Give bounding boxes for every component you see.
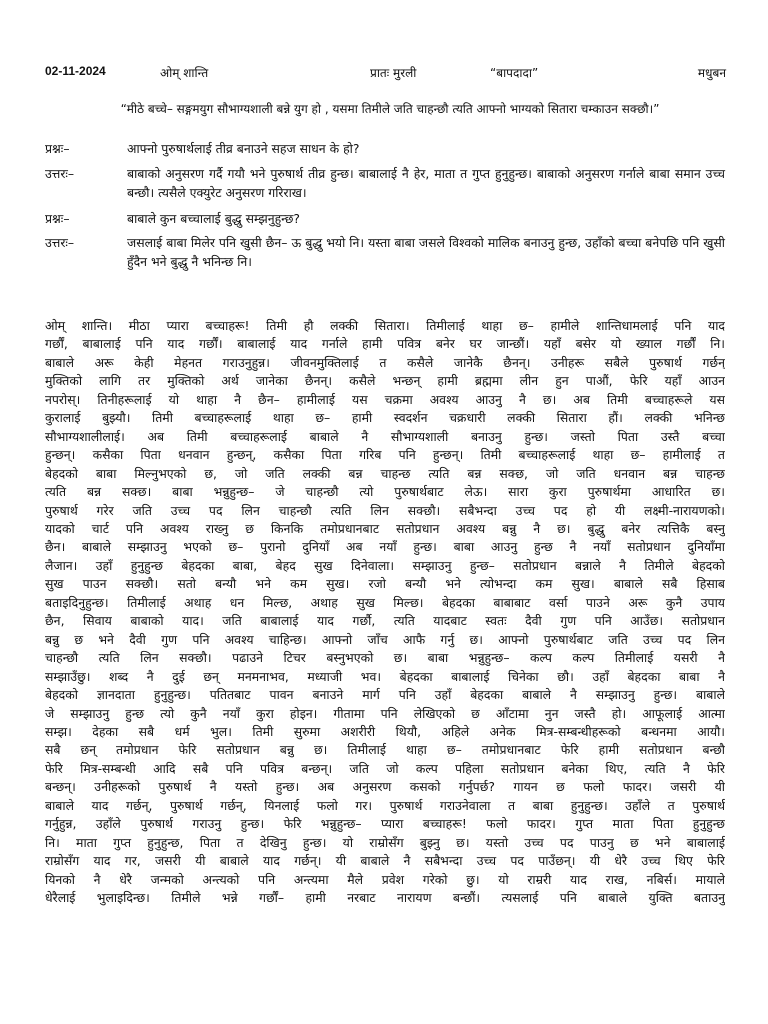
page-header: [45, 64, 726, 82]
answer-text: जसलाई बाबा मिलेर पनि खुसी छैन– ऊ बुद्धु भयो नि। यस्ता बाबा जसले विश्वको मालिक बनाउनु हुन्छ, उहाँको बच्चा बनेपछि पनि खुसी हुँदैन भने बुद्धु नै भनिन्छ नि।: [127, 235, 725, 269]
question-text: आफ्नो पुरुषार्थलाई तीव्र बनाउने सहज साधन के हो?: [127, 141, 360, 156]
body-line: ओम् शान्ति। मीठा प्यारा बच्चाहरू! तिमी हौ लक्की सितारा। तिमीलाई थाहा छ– हामीले शान्तिधामलाई पनि याद: [45, 318, 725, 333]
body-line: धेरैलाई भुलाइदिन्छ। तिमीले भन्ने गर्छौं– हामी नरबाट नारायण बन्छौं। त्यसलाई पनि बाबाले युक्ति बताउनु: [45, 890, 725, 906]
question-label: प्रश्नः–: [45, 141, 70, 156]
body-line: छैन। बाबाले सम्झाउनु भएको छ– पुरानो दुनियाँ अब नयाँ हुन्छ। बाबा आउनु हुन्छ नै नयाँ सतोप्रधान दुनियाँमा: [45, 539, 725, 555]
om-shanti-heading: ओम् शान्ति: [160, 66, 209, 80]
essence-quote: “मीठे बच्चे– सङ्गमयुग सौभाग्यशाली बन्ने युग हो , यसमा तिमीले जति चाहन्छौ त्यति आफ्नो भाग्यको सितारा चम्काउन सक्छौ।”: [120, 102, 660, 116]
body-line: सम्झ। देहका सबै धर्म भुल। तिमी सुरुमा अशरीरी थियौ, अहिले अनेक मित्र-सम्बन्धीहरूको बन्धनमा आयौ।: [45, 723, 725, 739]
body-line: बताइदिनुहुन्छ। तिमीलाई अथाह धन मिल्छ, अथाह सुख मिल्छ। बेहदका बाबाबाट वर्सा पाउने अरू कुनै उपाय: [45, 594, 725, 610]
body-line: जे सम्झाउनु हुन्छ त्यो कुनै नयाँ कुरा होइन। गीतामा पनि लेखिएको छ आँटामा नुन जस्तै हो। आफूलाई आत्मा: [45, 705, 725, 721]
body-line: नि। माता गुप्त हुनुहुन्छ, पिता त देखिनु हुन्छ। यो राम्रोसँग बुझ्नु छ। यस्तो उच्च पद पाउनु छ भने बाबालाई: [45, 834, 725, 850]
body-line: बेहदको बाबा मिल्नुभएको छ, जो जति लक्की बन्न चाहन्छ त्यति बन्न सक्छ, जो जति धनवान बन्न चाहन्छ: [45, 465, 725, 481]
body-line: सुख पाउन सक्छौ। सतो बन्यौ भने कम सुख। रजो बन्यौ भने त्योभन्दा कम सुख। बाबाले सबै हिसाब: [45, 576, 725, 592]
body-line: हुन्छन्। कसैका पिता धनवान हुन्छन्, कसैका पिता गरिब पनि हुन्छन्। तिमी बच्चाहरूलाई थाहा छ– हामीलाई त: [45, 447, 725, 463]
answer-label: उत्तरः–: [45, 166, 75, 181]
body-line: बाबाले अरू केही मेहनत गराउनुहुन्न। जीवनमुक्तिलाई त कसैले जानेकै छैनन्। उनीहरू सबैले पुरुषार्थ गर्छन्: [45, 354, 725, 370]
body-line: बन्छन्। उनीहरूको पुरुषार्थ नै यस्तो हुन्छ। अब अनुसरण कसको गर्नुपर्छ? गायन छ फलो फादर। जसरी यी: [45, 779, 725, 795]
question-1: [45, 140, 725, 159]
body-line: बाबाले याद गर्छन्, पुरुषार्थ गर्छन्, यिनलाई फलो गर। पुरुषार्थ गराउनेवाला त बाबा हुनुहुन्छ। उहाँले त पुरुषार्थ: [45, 797, 725, 813]
body-line: गर्नुहुन्न, उहाँले पुरुषार्थ गराउनु हुन्छ। फेरि भन्नुहुन्छ– प्यारा बच्चाहरू! फलो फादर। गुप्त माता पिता हुनुहुन्छ: [45, 816, 725, 832]
answer-1: [45, 165, 725, 202]
question-text: बाबाले कुन बच्चालाई बुद्धु सम्झनुहुन्छ?: [127, 211, 300, 226]
answer-label: उत्तरः–: [45, 235, 75, 250]
body-line: राम्रोसँग याद गर, जसरी यी बाबाले याद गर्छन्। यी बाबाले नै सबैभन्दा उच्च पद पाउँछन्। यी धेरै उच्च थिए फेरि: [45, 853, 725, 869]
body-line: फेरि मित्र-सम्बन्धी आदि सबै पनि पवित्र बन्छन्। जति जो कल्प पहिला सतोप्रधान बनेका थिए, त्यति नै फेरि: [45, 760, 725, 776]
body-line: लैजान। उहाँ हुनुहुन्छ बेहदका बाबा, बेहद सुख दिनेवाला। सम्झाउनु हुन्छ– सतोप्रधान बन्नाले नै तिमीले बेहदको: [45, 557, 725, 573]
body-line: बेहदको ज्ञानदाता हुनुहुन्छ। पतितबाट पावन बनाउने मार्ग पनि उहाँ बेहदका बाबाले नै सम्झाउनु हुन्छ। बाबाले: [45, 687, 725, 703]
answer-text: बाबाको अनुसरण गर्दै गयौ भने पुरुषार्थ तीव्र हुन्छ। बाबालाई नै हेर, माता त गुप्त हुनुहुन्छ। बाबाको अनुसरण गर्नाले बाबा समान उच्च बन्छौ। त्यसैले एक्युरेट अनुसरण गरिराख।: [127, 166, 725, 200]
body-line: यिनको नै धेरै जन्मको अन्त्यको पनि अन्त्यमा मैले प्रवेश गरेको छु। यो राम्ररी याद राख, नबिर्स। मायाले: [45, 871, 725, 887]
body-line: चाहन्छौ त्यति लिन सक्छौ। पढाउने टिचर बस्नुभएको छ। बाबा भन्नुहुन्छ– कल्प कल्प तिमीलाई यसरी नै: [45, 650, 725, 666]
bapdada-heading: “बापदादा”: [490, 66, 539, 80]
body-line: गर्छौं, बाबालाई पनि याद गर्छौं। बाबालाई याद गर्नाले हामी पवित्र बनेर घर जान्छौं। यहाँ बसेर यो ख्याल गर्छौं नि।: [45, 336, 725, 352]
murli-body-text: [45, 317, 725, 908]
question-2: [45, 210, 725, 229]
body-line: बन्नु छ भने दैवी गुण पनि अवश्य चाहिन्छ। आफ्नो जाँच आफै गर्नु छ। आफ्नो पुरुषार्थबाट जति उच्च पद लिन: [45, 631, 725, 647]
body-line: मुक्तिको लागि तर मुक्तिको अर्थ जानेका छैनन्। कसैले भन्छन् हामी ब्रह्ममा लीन हुन पाऔं, फेरि यहाँ आउन: [45, 373, 725, 389]
answer-2: [45, 234, 725, 271]
body-line: छैन, सिवाय बाबाको याद। जति बाबालाई याद गर्छौ, त्यति यादबाट स्वतः दैवी गुण पनि आउँछ। सतोप्रधान: [45, 613, 725, 629]
body-line: त्यति बन्न सक्छ। बाबा भन्नुहुन्छ– जे चाहन्छौ त्यो पुरुषार्थबाट लेऊ। सारा कुरा पुरुषार्थमा आधारित छ।: [45, 484, 725, 500]
body-line: नपरोस्। तिनीहरूलाई यो थाहा नै छैन– हामीलाई यस चक्रमा अवश्य आउनु नै छ। अब तिमी बच्चाहरूले यस: [45, 391, 725, 407]
body-line: सम्झाउँछु। शब्द नै दुई छन् मनमनाभव, मध्याजी भव। बेहदका बाबालाई चिनेका छौ। उहाँ बेहदका बाबा नै: [45, 668, 725, 684]
date: 02-11-2024: [45, 64, 106, 78]
body-line: यादको चार्ट पनि अवश्य राख्नु छ किनकि तमोप्रधानबाट सतोप्रधान अवश्य बन्नु नै छ। बुद्धु बनेर त्यत्तिकै बस्नु: [45, 520, 725, 536]
pratah-murli-heading: प्रातः मुरली: [370, 66, 417, 80]
madhuban-heading: मधुबन: [697, 66, 726, 80]
body-line: सौभाग्यशालीलाई। अब तिमी बच्चाहरूलाई बाबाले नै सौभाग्यशाली बनाउनु हुन्छ। जस्तो पिता उस्तै बच्चा: [45, 428, 725, 444]
body-line: पुरुषार्थ गरेर जति उच्च पद लिन चाहन्छौ त्यति लिन सक्छौ। सबैभन्दा उच्च पद हो यी लक्ष्मी-नारायणको।: [45, 502, 725, 518]
question-label: प्रश्नः–: [45, 211, 70, 226]
body-line: सबै छन् तमोप्रधान फेरि सतोप्रधान बन्नु छ। तिमीलाई थाहा छ– तमोप्रधानबाट फेरि हामी सतोप्रधान बन्छौ: [45, 742, 725, 758]
body-line: कुरालाई बुझ्यौ। तिमी बच्चाहरूलाई थाहा छ– हामी स्वदर्शन चक्रधारी लक्की सितारा हौं। लक्की भनिन्छ: [45, 410, 725, 426]
